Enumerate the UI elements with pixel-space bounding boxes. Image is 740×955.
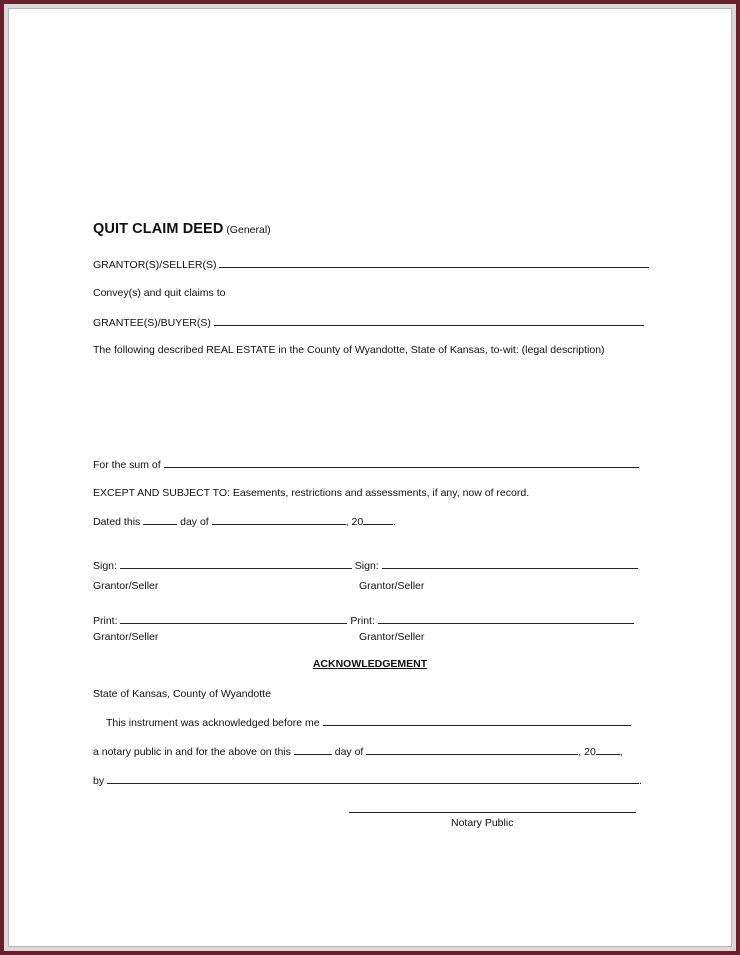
grantor-seller-label-4: Grantor/Seller	[359, 631, 425, 643]
grantor-seller-label-2: Grantor/Seller	[359, 580, 425, 592]
grantor-seller-label-3: Grantor/Seller	[93, 631, 159, 643]
instrument-line	[106, 715, 631, 730]
deed-title-line	[93, 222, 271, 237]
sign-line	[93, 558, 638, 573]
dated-line	[93, 514, 396, 529]
sum-label: For the sum of	[93, 459, 161, 471]
grantor-seller-label-1: Grantor/Seller	[93, 580, 159, 592]
real-estate-text: The following described REAL ESTATE in the County of Wyandotte, State of Kansas, to-wit: (legal description)	[93, 344, 605, 356]
grantee-blank[interactable]	[214, 315, 644, 326]
dated-year-prefix: , 20	[345, 516, 364, 528]
notary-prefix: a notary public in and for the above on this	[93, 746, 291, 758]
print-label-1: Print:	[93, 615, 118, 627]
except-line	[93, 486, 529, 500]
by-blank[interactable]	[107, 773, 639, 784]
dated-day-blank[interactable]	[143, 514, 177, 525]
sign-label-1: Sign:	[93, 560, 117, 572]
notary-year-blank[interactable]	[596, 744, 620, 755]
sum-blank[interactable]	[164, 457, 639, 468]
instrument-text: This instrument was acknowledged before me	[106, 717, 320, 729]
notary-public-label: Notary Public	[451, 817, 514, 829]
sum-line	[93, 457, 639, 472]
notary-day-blank[interactable]	[294, 744, 332, 755]
print-blank-2[interactable]	[378, 613, 634, 624]
print-line	[93, 613, 634, 628]
acknowledgement-heading: ACKNOWLEDGEMENT	[312, 658, 428, 670]
instrument-blank[interactable]	[323, 715, 631, 726]
print-label-2: Print:	[350, 615, 375, 627]
dated-end: .	[393, 516, 397, 528]
notary-signature-line[interactable]	[349, 812, 636, 813]
grantee-label: GRANTEE(S)/BUYER(S)	[93, 317, 211, 329]
by-line	[93, 773, 642, 788]
notary-day-of: day of	[334, 746, 364, 758]
notary-month-blank[interactable]	[366, 744, 578, 755]
deed-title: QUIT CLAIM DEED	[93, 221, 224, 237]
except-text: EXCEPT AND SUBJECT TO: Easements, restrictions and assessments, if any, now of record.	[93, 487, 530, 499]
state-county-line: State of Kansas, County of Wyandotte	[93, 688, 271, 700]
document-page	[8, 8, 732, 947]
sign-label-2: Sign:	[354, 560, 379, 572]
grantee-line	[93, 315, 644, 330]
by-end: .	[639, 775, 642, 787]
real-estate-line	[93, 343, 605, 357]
dated-year-blank[interactable]	[363, 514, 393, 525]
grantor-blank[interactable]	[219, 257, 649, 268]
grantor-label: GRANTOR(S)/SELLER(S)	[93, 259, 217, 271]
dated-prefix: Dated this	[93, 516, 141, 528]
notary-year-prefix: , 20	[578, 746, 596, 758]
dated-day-of: day of	[180, 516, 209, 528]
dated-month-blank[interactable]	[212, 514, 346, 525]
notary-comma: ,	[619, 746, 623, 758]
convey-line	[93, 286, 225, 300]
grantor-line	[93, 257, 649, 272]
sign-blank-2[interactable]	[382, 558, 638, 569]
by-label: by	[93, 775, 105, 787]
print-blank-1[interactable]	[120, 613, 347, 624]
convey-text: Convey(s) and quit claims to	[93, 287, 226, 299]
deed-title-note: (General)	[226, 224, 271, 236]
sign-blank-1[interactable]	[120, 558, 352, 569]
notary-line	[93, 744, 623, 759]
